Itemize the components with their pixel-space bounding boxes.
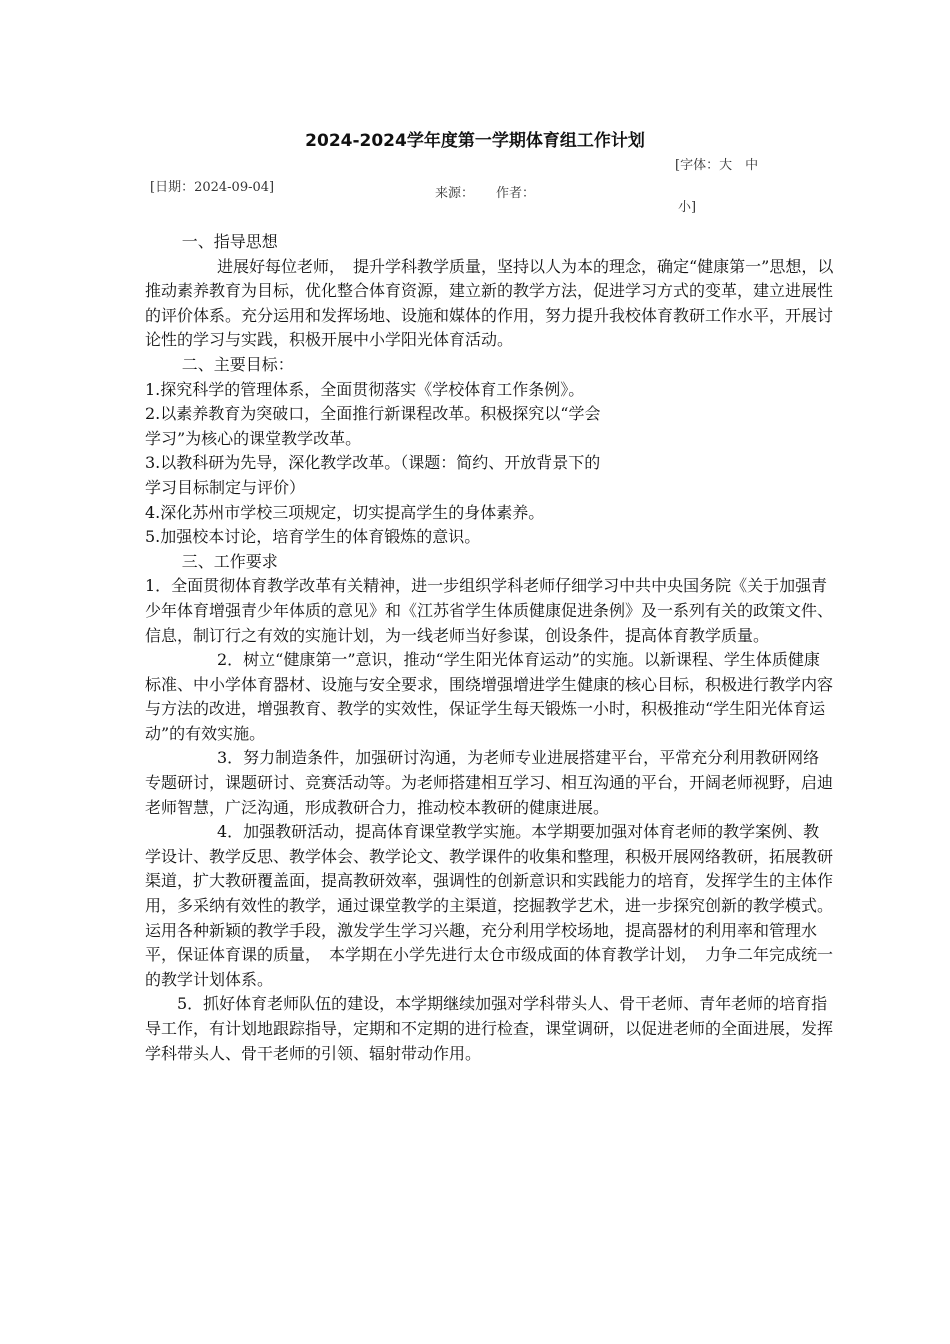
- section-heading: 一、指导思想: [181, 232, 278, 251]
- list-item: 2.以素养教育为突破口，全面推行新课程改革。积极探究以“学会: [145, 404, 601, 424]
- author-label: 作者：: [496, 186, 536, 201]
- paragraph: 2．树立“健康第一”意识，推动“学生阳光体育运动”的实施。以新课程、学生体质健康标准、中小学体育器材、设施与安全要求，围绕增强增进学生健康的核心目标，积极进行教学内容与方法的改进，增强教育、教学的实效性，保证学生每天锻炼一小时，积极推动“学生阳光体育运动”的有效实施。: [145, 650, 834, 743]
- list-item: 5.加强校本讨论，培育学生的体育锻炼的意识。: [145, 527, 481, 547]
- paragraph: 5．抓好体育老师队伍的建设，本学期继续加强对学科带头人、骨干老师、青年老师的培育指导工作，有计划地跟踪指导，定期和不定期的进行检查，课堂调研，以促进老师的全面进展，发挥学科带头人、骨干老师的引领、辐射带动作用。: [145, 994, 834, 1063]
- paragraph: 进展好每位老师， 提升学科教学质量，坚持以人为本的理念，确定“健康第一”思想，以推动素养教育为目标，优化整合体育资源，建立新的教学方法，促进学习方式的变革，建立进展性的评价体系。充分运用和发挥场地、设施和媒体的作用，努力提升我校体育教研工作水平，开展讨论性的学习与实践，积极开展中小学阳光体育活动。: [145, 256, 834, 350]
- paragraph: 3．努力制造条件，加强研讨沟通，为老师专业进展搭建平台，平常充分利用教研网络专题研讨，课题研讨、竞赛活动等。为老师搭建相互学习、相互沟通的平台，开阔老师视野，启迪老师智慧，广泛沟通，形成教研合力，推动校本教研的健康进展。: [145, 748, 834, 817]
- document-body: [145, 230, 835, 1066]
- list-item: 3.以教科研为先导，深化教学改革。（课题：简约、开放背景下的: [145, 453, 601, 473]
- section-heading: 二、主要目标：: [181, 354, 294, 374]
- section-heading: 三、工作要求: [181, 551, 278, 571]
- paragraph: 1．全面贯彻体育教学改革有关精神，进一步组织学科老师仔细学习中共中央国务院《关于加强青少年体育增强青少年体质的意见》和《江苏省学生体质健康促进条例》及一系列有关的政策文件、信息，制订行之有效的实施计划，为一线老师当好参谋，创设条件，提高体育教学质量。: [145, 576, 834, 645]
- list-item-continuation: 学习”为核心的课堂教学改革。: [145, 428, 362, 448]
- font-size-selector[interactable]: [字体：大 中: [675, 158, 759, 173]
- document-title: 2024-2024学年度第一学期体育组工作计划: [305, 131, 645, 151]
- list-item: 4.深化苏州市学校三项规定，切实提高学生的身体素养。: [145, 502, 545, 522]
- list-item-continuation: 学习目标制定与评价）: [145, 477, 306, 497]
- publish-date: [日期：2024-09-04]: [150, 180, 275, 195]
- list-item: 1.探究科学的管理体系，全面贯彻落实《学校体育工作条例》。: [145, 379, 585, 399]
- source-label: 来源：: [435, 186, 475, 201]
- paragraph: 4．加强教研活动，提高体育课堂教学实施。本学期要加强对体育老师的教学案例、教学设计、教学反思、教学体会、教学论文、教学课件的收集和整理，积极开展网络教研，拓展教研渠道，扩大教研覆盖面，提高教研效率，强调性的创新意识和实践能力的培育，发挥学生的主体作用，多采纳有效性的教学，通过课堂教学的主渠道，挖掘教学艺术，进一步探究创新的教学模式。运用各种新颖的教学手段，激发学生学习兴趣，充分利用学校场地，提高器材的利用率和管理水平，保证体育课的质量， 本学期在小学先进行太仓市级成面的体育教学计划， 力争二年完成统一的教学计划体系。: [145, 822, 834, 989]
- font-size-selector-small[interactable]: 小]: [678, 200, 697, 215]
